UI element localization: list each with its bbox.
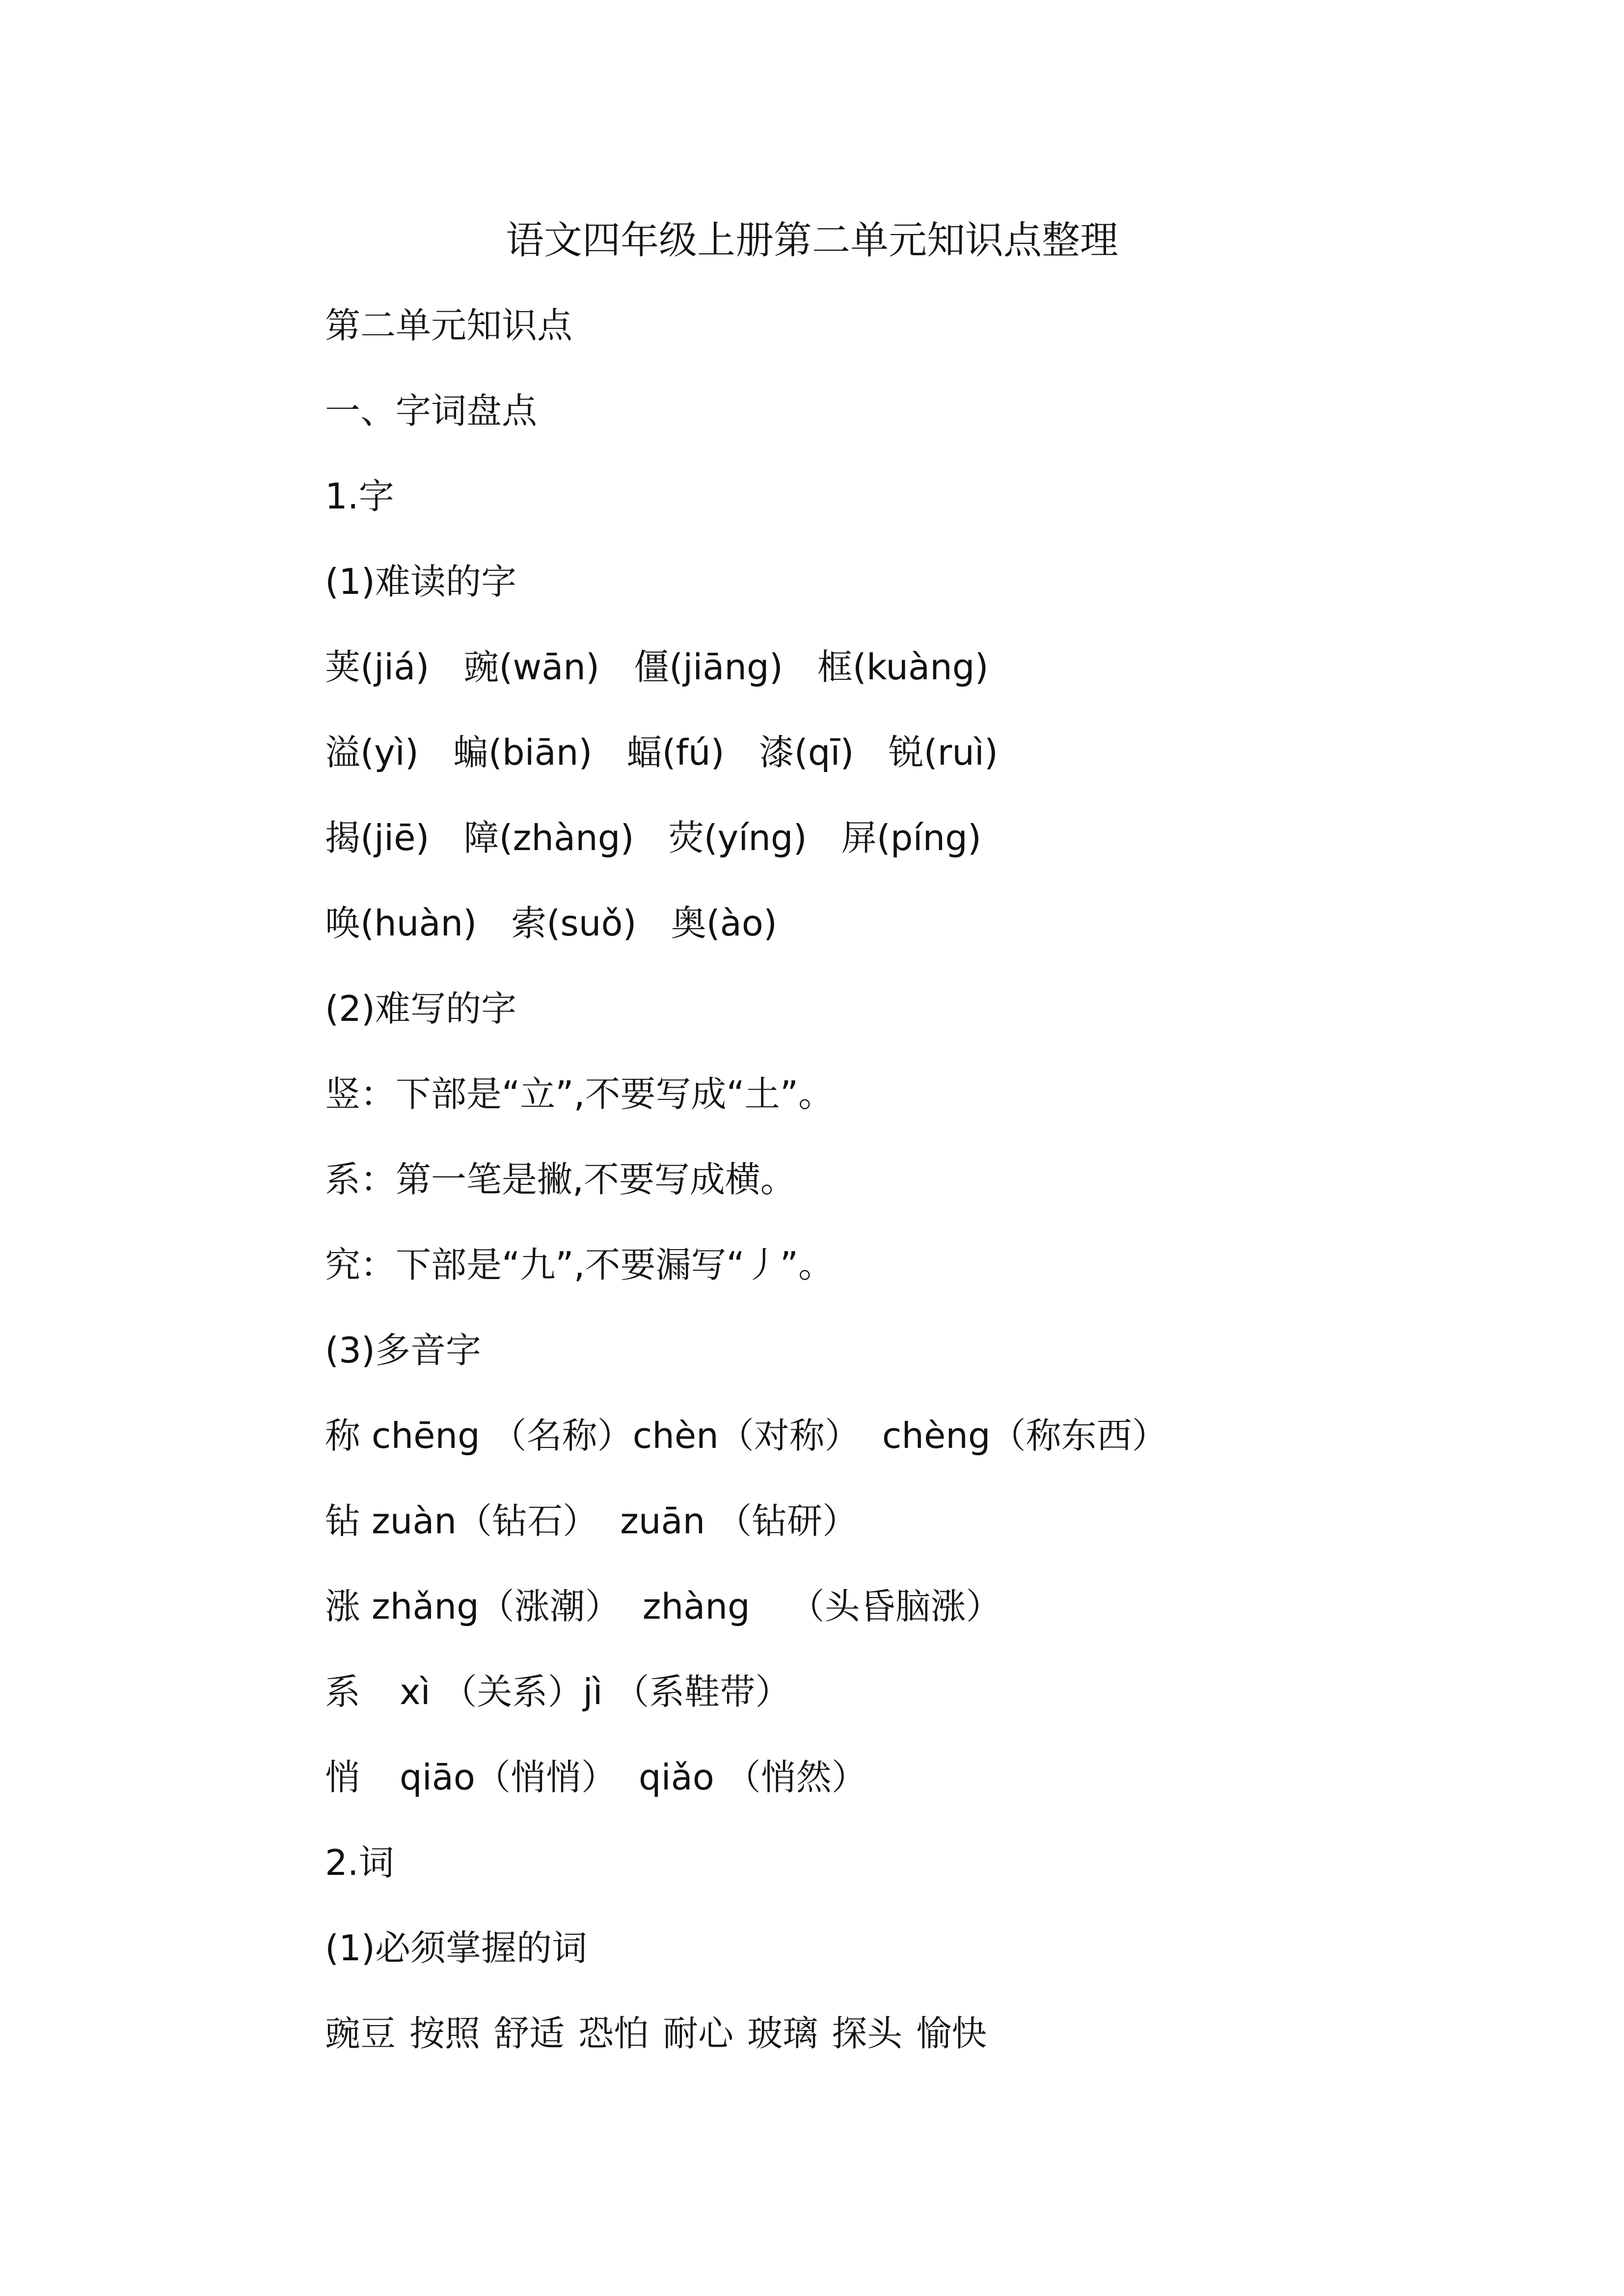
pinyin-item: 障(zhàng) [463, 817, 634, 858]
word-item: 玻璃 [747, 2013, 818, 2054]
polyphone-line-5 [325, 1750, 867, 1804]
hard-to-read-heading: (1)难读的字 [325, 561, 516, 602]
polyphone-part: 系 [325, 1671, 361, 1712]
hard-to-write-line-2: 系：第一笔是撇,不要写成横。 [325, 1159, 796, 1200]
polyphone-part: （头昏脑涨） [789, 1586, 1001, 1627]
pinyin-item: 荧(yíng) [668, 817, 807, 858]
subheading-characters: 1.字 [325, 476, 394, 517]
polyphone-line-3 [325, 1579, 1001, 1633]
hard-to-write-line-3: 究：下部是“九”,不要漏写“丿”。 [325, 1244, 834, 1285]
polyphone-line-2 [325, 1494, 858, 1548]
polyphone-part: 悄 [325, 1757, 361, 1798]
pinyin-item: 蝙(biān) [453, 732, 593, 773]
pinyin-item: 锐(ruì) [888, 732, 998, 773]
pinyin-item: 唤(huàn) [325, 903, 477, 944]
polyphone-heading: (3)多音字 [325, 1330, 481, 1371]
unit-heading: 第二单元知识点 [325, 305, 573, 346]
pinyin-item: 溢(yì) [325, 732, 419, 773]
hard-to-write-line-1: 竖：下部是“立”,不要写成“土”。 [325, 1073, 834, 1115]
pinyin-item: 索(suǒ) [511, 903, 637, 944]
word-item: 按照 [409, 2013, 481, 2054]
pinyin-item: 揭(jiē) [325, 817, 430, 858]
pinyin-item: 框(kuàng) [817, 646, 989, 688]
polyphone-part: zuān （钻研） [620, 1500, 858, 1542]
must-words-heading: (1)必须掌握的词 [325, 1927, 587, 1969]
hard-to-read-row-3 [325, 811, 981, 865]
pinyin-item: 僵(jiāng) [634, 646, 783, 688]
pinyin-item: 豌(wān) [463, 646, 600, 688]
hard-to-read-row-4 [325, 896, 777, 950]
pinyin-item: 蝠(fú) [626, 732, 725, 773]
pinyin-item: 屏(píng) [841, 817, 981, 858]
document-title: 语文四年级上册第二单元知识点整理 [505, 218, 1118, 263]
polyphone-part: 涨 zhǎng（涨潮） [325, 1586, 621, 1627]
polyphone-part: qiāo（悄悄） [400, 1757, 617, 1798]
section-heading-words: 一、字词盘点 [325, 390, 538, 431]
polyphone-part: 钻 zuàn（钻石） [325, 1500, 598, 1542]
word-item: 探头 [832, 2013, 903, 2054]
must-words-row [325, 2006, 987, 2060]
subheading-words: 2.词 [325, 1842, 394, 1883]
word-item: 耐心 [663, 2013, 734, 2054]
word-item: 恐怕 [578, 2013, 650, 2054]
pinyin-item: 奥(ào) [671, 903, 777, 944]
polyphone-part: qiǎo （悄然） [638, 1757, 867, 1798]
word-item: 豌豆 [325, 2013, 396, 2054]
hard-to-read-row-1 [325, 640, 989, 694]
polyphone-part: xì （关系）jì （系鞋带） [400, 1671, 791, 1712]
polyphone-part: chèng（称东西） [882, 1415, 1167, 1456]
polyphone-line-1 [325, 1409, 1167, 1463]
pinyin-item: 荚(jiá) [325, 646, 430, 688]
hard-to-read-row-2 [325, 725, 998, 779]
polyphone-part: zhàng [642, 1586, 750, 1627]
word-item: 舒适 [494, 2013, 565, 2054]
polyphone-part: 称 chēng （名称）chèn（对称） [325, 1415, 860, 1456]
word-item: 愉快 [916, 2013, 987, 2054]
polyphone-line-4 [325, 1665, 790, 1719]
hard-to-write-heading: (2)难写的字 [325, 988, 516, 1029]
pinyin-item: 漆(qī) [758, 732, 854, 773]
